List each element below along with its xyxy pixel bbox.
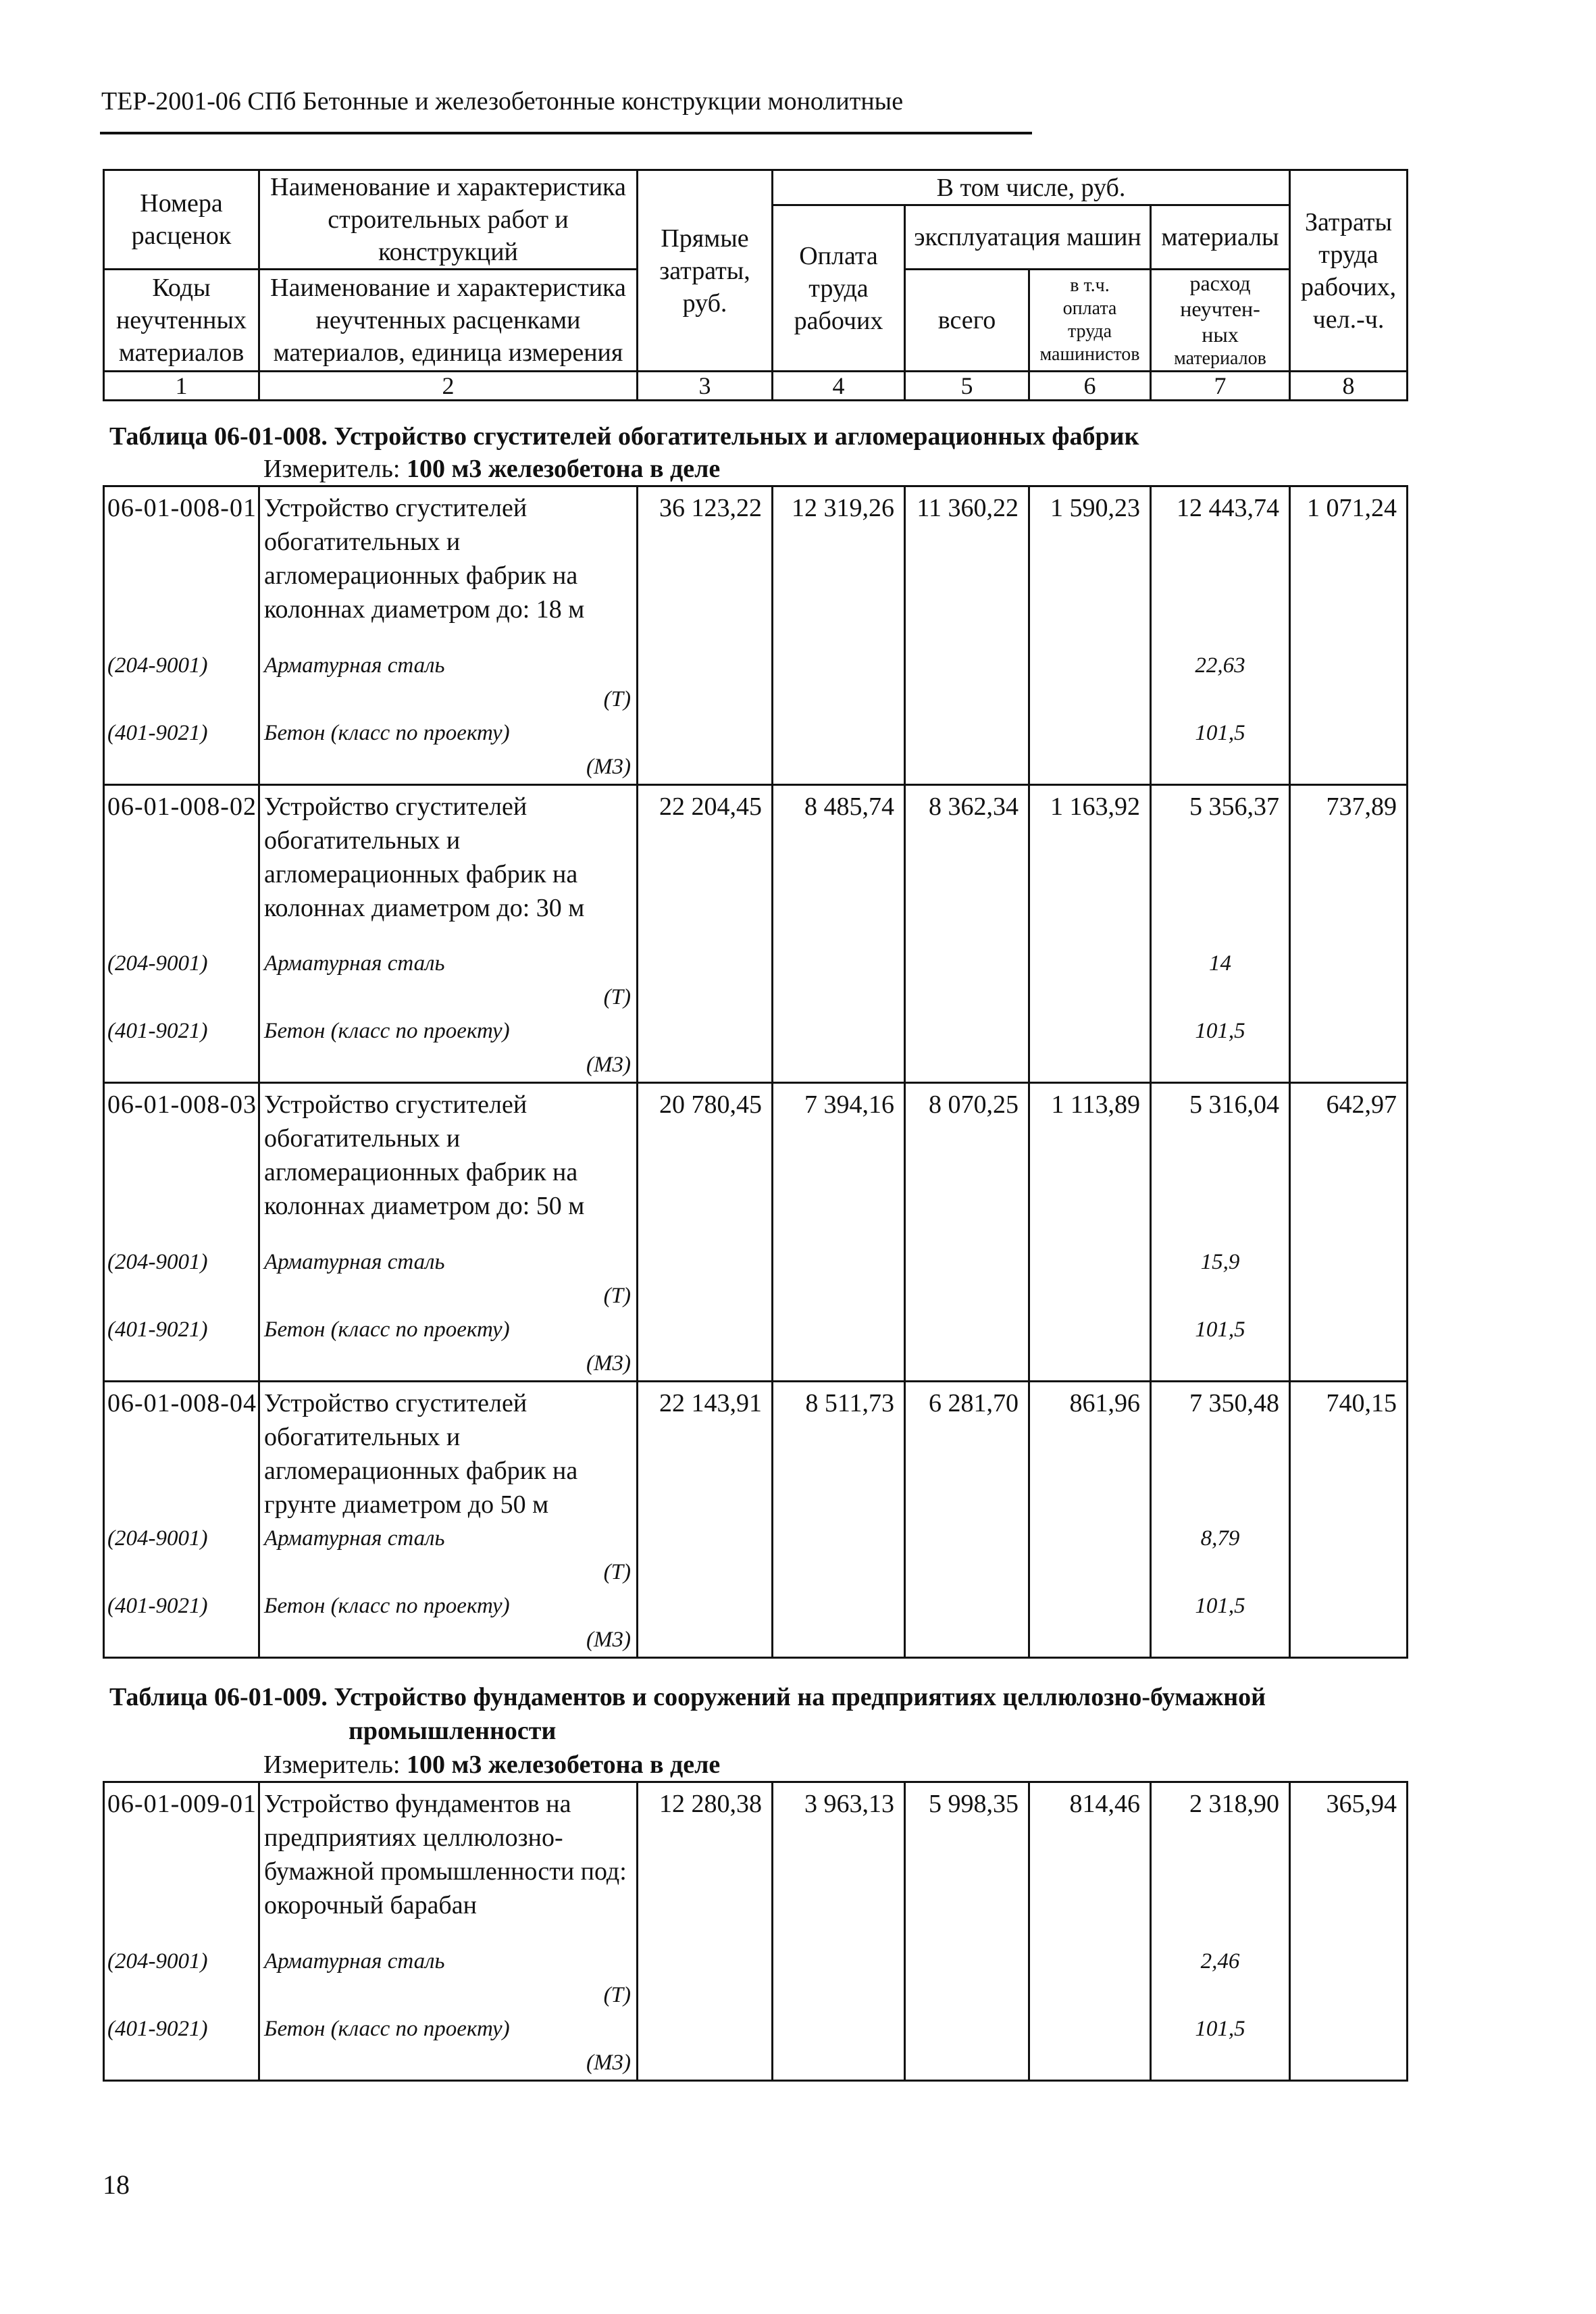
materials-cost: 12 443,74 [1151,486,1290,649]
material-row [104,1589,1408,1658]
rate-name: Устройство сгустителей обогатительных и агломерационных фабрик на грунте диаметром до 50 м [259,1381,638,1521]
materials-cost: 5 316,04 [1151,1083,1290,1245]
direct-cost: 36 123,22 [638,486,773,649]
material-row [104,1014,1408,1083]
operators-cost: 814,46 [1029,1782,1151,1944]
direct-cost: 12 280,38 [638,1782,773,1944]
col-number-5: 5 [905,372,1029,401]
material-consumption: 22,63 [1151,649,1290,716]
page-header: ТЕР-2001-06 СПб Бетонные и железобетонные конструкции монолитные [101,87,904,116]
material-name: Арматурная сталь (Т) [259,1944,638,2012]
direct-cost: 20 780,45 [638,1083,773,1245]
material-code: (401-9021) [104,2012,259,2081]
operators-cost: 1 113,89 [1029,1083,1151,1245]
table-row [104,1381,1408,1521]
material-code: (401-9021) [104,1313,259,1382]
material-name: Бетон (класс по проекту) (М3) [259,1014,638,1083]
col3-header: Прямые затраты, руб. [638,170,773,372]
rate-code: 06-01-009-01 [104,1782,259,1944]
col1-header-top: Номера расценок [104,170,259,270]
col-number-2: 2 [259,372,638,401]
rate-code: 06-01-008-01 [104,486,259,649]
labor-cost: 8 485,74 [773,784,905,947]
group-header-machines: эксплуатация машин [905,205,1151,270]
material-code: (204-9001) [104,1944,259,2012]
materials-cost: 7 350,48 [1151,1381,1290,1521]
material-name: Бетон (класс по проекту) (М3) [259,716,638,785]
table-row [104,1083,1408,1245]
machines-cost: 5 998,35 [905,1782,1029,1944]
section-caption: Таблица 06-01-008. Устройство сгустителей обогатительных и агломерационных фабрик [109,422,1139,451]
labor-hours: 1 071,24 [1290,486,1408,649]
group-header-materials: материалы [1151,205,1290,270]
col6-header: в т.ч. оплата труда машинистов [1029,270,1151,372]
group-header-incl: В том числе, руб. [773,170,1290,205]
rates-table-06-01-009 [103,1781,1408,2082]
labor-cost: 8 511,73 [773,1381,905,1521]
labor-hours: 737,89 [1290,784,1408,947]
material-row [104,716,1408,785]
labor-hours: 740,15 [1290,1381,1408,1521]
col-number-6: 6 [1029,372,1151,401]
material-row [104,1521,1408,1589]
material-name: Арматурная сталь (Т) [259,1521,638,1589]
table-row [104,486,1408,649]
rate-code: 06-01-008-04 [104,1381,259,1521]
rate-name: Устройство сгустителей обогатительных и агломерационных фабрик на колоннах диаметром до: 18 м [259,486,638,649]
col1-header-bottom: Коды неучтенных материалов [104,270,259,372]
material-consumption: 101,5 [1151,716,1290,785]
col7-header: расход неучтен- ных материалов [1151,270,1290,372]
material-code: (401-9021) [104,1014,259,1083]
rate-code: 06-01-008-02 [104,784,259,947]
rate-name: Устройство фундаментов на предприятиях целлюлозно-бумажной промышленности под: окорочный барабан [259,1782,638,1944]
labor-hours: 365,94 [1290,1782,1408,1944]
material-code: (401-9021) [104,1589,259,1658]
rate-name: Устройство сгустителей обогатительных и агломерационных фабрик на колоннах диаметром до: 30 м [259,784,638,947]
operators-cost: 1 163,92 [1029,784,1151,947]
machines-cost: 11 360,22 [905,486,1029,649]
section-meter: Измеритель: 100 м3 железобетона в деле [263,455,721,483]
material-consumption: 101,5 [1151,1014,1290,1083]
material-name: Арматурная сталь (Т) [259,649,638,716]
materials-cost: 5 356,37 [1151,784,1290,947]
material-name: Бетон (класс по проекту) (М3) [259,1589,638,1658]
material-code: (204-9001) [104,947,259,1014]
col-number-1: 1 [104,372,259,401]
material-consumption: 2,46 [1151,1944,1290,2012]
col5-header: всего [905,270,1029,372]
material-code: (401-9021) [104,716,259,785]
machines-cost: 6 281,70 [905,1381,1029,1521]
operators-cost: 1 590,23 [1029,486,1151,649]
col-number-8: 8 [1290,372,1408,401]
material-name: Арматурная сталь (Т) [259,1245,638,1313]
header-rule [100,132,1032,134]
direct-cost: 22 143,91 [638,1381,773,1521]
material-consumption: 8,79 [1151,1521,1290,1589]
material-row [104,947,1408,1014]
column-header-table [103,169,1408,401]
col-number-4: 4 [773,372,905,401]
rates-table-06-01-008 [103,485,1408,1659]
material-code: (204-9001) [104,1521,259,1589]
labor-cost: 7 394,16 [773,1083,905,1245]
direct-cost: 22 204,45 [638,784,773,947]
operators-cost: 861,96 [1029,1381,1151,1521]
col-number-3: 3 [638,372,773,401]
labor-cost: 12 319,26 [773,486,905,649]
col4-header: Оплата труда рабочих [773,205,905,372]
labor-hours: 642,97 [1290,1083,1408,1245]
material-row [104,1944,1408,2012]
material-row [104,1245,1408,1313]
material-row [104,649,1408,716]
rate-code: 06-01-008-03 [104,1083,259,1245]
material-code: (204-9001) [104,1245,259,1313]
col-number-7: 7 [1151,372,1290,401]
col2-header-bottom: Наименование и характеристика неучтенных расценками материалов, единица измерения [259,270,638,372]
table-row [104,784,1408,947]
section-meter: Измеритель: 100 м3 железобетона в деле [263,1751,721,1779]
material-name: Бетон (класс по проекту) (М3) [259,1313,638,1382]
material-row [104,1313,1408,1382]
section-caption-continued: промышленности [349,1717,557,1745]
table-row [104,1782,1408,1944]
section-caption: Таблица 06-01-009. Устройство фундаментов и сооружений на предприятиях целлюлозно-бумажной [109,1683,1266,1711]
page-number: 18 [103,2169,130,2200]
rate-name: Устройство сгустителей обогатительных и агломерационных фабрик на колоннах диаметром до: 50 м [259,1083,638,1245]
material-name: Арматурная сталь (Т) [259,947,638,1014]
material-name: Бетон (класс по проекту) (М3) [259,2012,638,2081]
material-consumption: 15,9 [1151,1245,1290,1313]
material-consumption: 101,5 [1151,1589,1290,1658]
col2-header-top: Наименование и характеристика строительных работ и конструкций [259,170,638,270]
material-consumption: 14 [1151,947,1290,1014]
material-row [104,2012,1408,2081]
machines-cost: 8 362,34 [905,784,1029,947]
col8-header: Затраты труда рабочих, чел.-ч. [1290,170,1408,372]
material-consumption: 101,5 [1151,1313,1290,1382]
labor-cost: 3 963,13 [773,1782,905,1944]
material-code: (204-9001) [104,649,259,716]
material-consumption: 101,5 [1151,2012,1290,2081]
machines-cost: 8 070,25 [905,1083,1029,1245]
materials-cost: 2 318,90 [1151,1782,1290,1944]
